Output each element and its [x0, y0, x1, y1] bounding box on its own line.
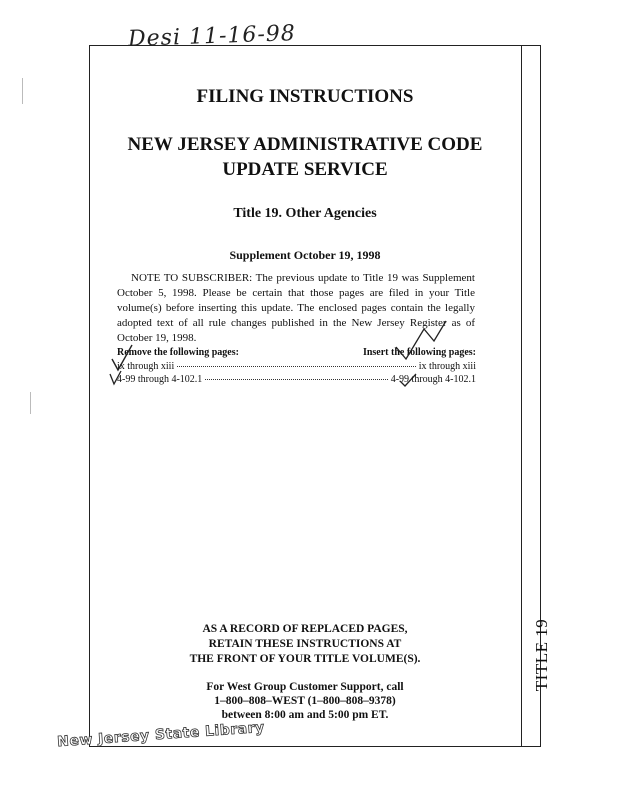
- insert-pages-cell: ix through xiii: [418, 361, 476, 372]
- support-hours: between 8:00 am and 5:00 pm ET.: [221, 709, 389, 721]
- insert-pages-cell: 4-99 through 4-102.1: [390, 374, 476, 385]
- library-stamp: New Jersey State Library: [56, 719, 266, 751]
- support-phone: 1–800–808–WEST (1–800–808–9378): [214, 695, 396, 707]
- record-line2: RETAIN THESE INSTRUCTIONS AT: [208, 638, 402, 650]
- code-title-line2: UPDATE SERVICE: [222, 159, 388, 180]
- remove-pages-cell: ix through xiii: [117, 361, 175, 372]
- handwritten-date-note: Desi 11-16-98: [127, 21, 297, 52]
- title-section-heading: Title 19. Other Agencies: [233, 206, 377, 221]
- table-row: [117, 361, 476, 372]
- title-tab: [530, 600, 554, 710]
- support-line1: For West Group Customer Support, call: [206, 681, 404, 693]
- record-line1: AS A RECORD OF REPLACED PAGES,: [202, 623, 408, 635]
- tab-column-divider: [521, 45, 522, 747]
- remove-pages-cell: 4-99 through 4-102.1: [117, 374, 203, 385]
- page-title: FILING INSTRUCTIONS: [196, 86, 414, 107]
- supplement-date: Supplement October 19, 1998: [229, 248, 381, 262]
- customer-support-info: [89, 680, 521, 722]
- scan-mark: [30, 392, 31, 414]
- scan-mark: [22, 78, 23, 104]
- table-row: [117, 374, 476, 385]
- insert-pages-header: Insert the following pages:: [362, 347, 476, 358]
- subscriber-note: NOTE TO SUBSCRIBER: The previous update to Title 19 was Supplement October 5, 1998. Please be certain that those pages are filed in your Title volume(s) before inserting this update. The enclosed pages contain the legally adopted text of all rule changes published in the New Jersey Register as of October 19, 1998.: [117, 272, 475, 344]
- dot-leader: [205, 379, 387, 380]
- remove-pages-header: Remove the following pages:: [117, 347, 239, 358]
- code-title-block: [89, 132, 521, 182]
- dot-leader: [177, 366, 416, 367]
- tab-label: TITLE 19: [532, 618, 552, 692]
- code-title-line1: NEW JERSEY ADMINISTRATIVE CODE: [127, 134, 483, 155]
- record-instructions: [89, 622, 521, 667]
- record-line3: THE FRONT OF YOUR TITLE VOLUME(S).: [189, 653, 421, 665]
